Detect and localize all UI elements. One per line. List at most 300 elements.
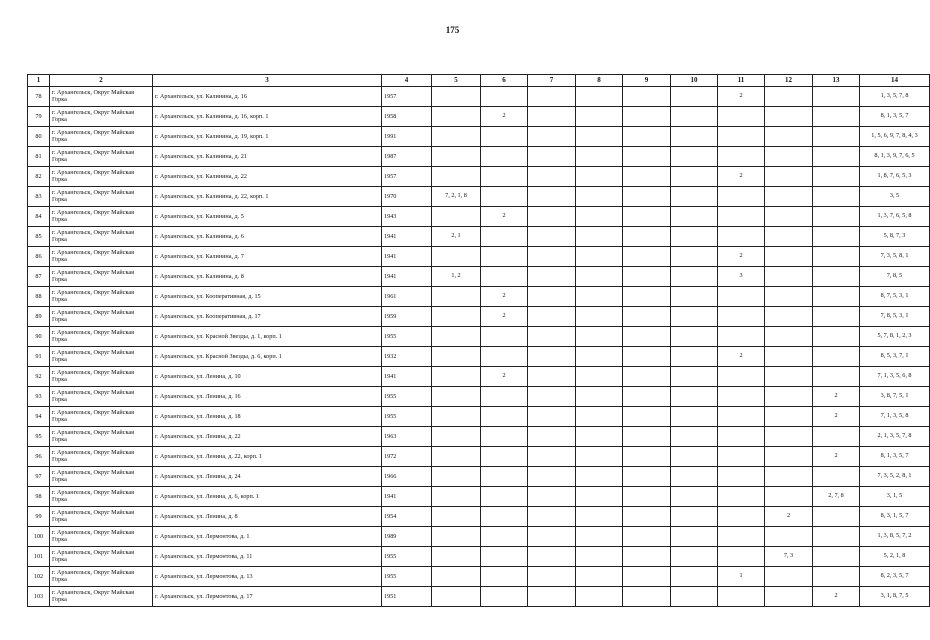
column-7-cell [528,247,576,267]
column-9-cell [623,587,671,607]
column-11-cell [718,487,765,507]
column-7-cell [528,507,576,527]
column-9-cell [623,127,671,147]
column-7-cell [528,347,576,367]
column-6-cell [481,187,528,207]
column-13-cell [813,227,860,247]
column-14-cell: 8, 5, 3, 7, 1 [860,347,930,367]
column-9-cell [623,347,671,367]
column-10-cell [671,127,718,147]
column-5-cell [432,527,481,547]
district-cell: г. Архангельск, Округ Майская Горка [50,107,153,127]
row-number-cell: 83 [28,187,50,207]
column-12-cell [765,527,813,547]
address-cell: г. Архангельск, ул. Калинина, д. 19, корп. 1 [153,127,382,147]
column-7-cell [528,227,576,247]
column-12-cell [765,147,813,167]
column-7-cell [528,167,576,187]
column-9-cell [623,327,671,347]
column-11-cell [718,187,765,207]
district-cell: г. Архангельск, Округ Майская Горка [50,447,153,467]
column-14-cell: 1, 8, 7, 6, 5, 3 [860,167,930,187]
column-13-cell [813,347,860,367]
column-header-3: 3 [153,75,382,87]
column-14-cell: 7, 8, 5, 3, 1 [860,307,930,327]
row-number-cell: 86 [28,247,50,267]
column-header-13: 13 [813,75,860,87]
district-cell: г. Архангельск, Округ Майская Горка [50,287,153,307]
district-cell: г. Архангельск, Округ Майская Горка [50,207,153,227]
address-cell: г. Архангельск, ул. Калинина, д. 7 [153,247,382,267]
column-13-cell [813,207,860,227]
table-row [28,507,930,527]
column-5-cell [432,547,481,567]
table-row [28,247,930,267]
column-14-cell: 7, 8, 5 [860,267,930,287]
column-9-cell [623,227,671,247]
district-cell: г. Архангельск, Округ Майская Горка [50,187,153,207]
row-number-cell: 99 [28,507,50,527]
column-10-cell [671,247,718,267]
column-5-cell [432,327,481,347]
column-5-cell [432,87,481,107]
column-11-cell [718,107,765,127]
column-6-cell [481,567,528,587]
column-12-cell [765,427,813,447]
district-cell: г. Архангельск, Округ Майская Горка [50,267,153,287]
column-7-cell [528,87,576,107]
column-7-cell [528,527,576,547]
column-14-cell: 5, 2, 1, 8 [860,547,930,567]
district-cell: г. Архангельск, Округ Майская Горка [50,247,153,267]
column-12-cell [765,567,813,587]
column-11-cell [718,327,765,347]
column-8-cell [576,207,623,227]
column-5-cell [432,127,481,147]
column-6-cell [481,447,528,467]
column-13-cell [813,427,860,447]
column-9-cell [623,507,671,527]
column-11-cell [718,287,765,307]
column-12-cell [765,227,813,247]
column-13-cell [813,267,860,287]
column-9-cell [623,567,671,587]
column-9-cell [623,247,671,267]
column-9-cell [623,87,671,107]
column-header-4: 4 [382,75,432,87]
column-14-cell: 8, 7, 5, 3, 1 [860,287,930,307]
row-number-cell: 84 [28,207,50,227]
column-12-cell [765,407,813,427]
column-12-cell [765,107,813,127]
column-7-cell [528,107,576,127]
column-13-cell [813,147,860,167]
year-cell: 1941 [382,367,432,387]
column-9-cell [623,467,671,487]
table-row [28,427,930,447]
column-13-cell [813,507,860,527]
address-cell: г. Архангельск, ул. Лермонтова, д. 11 [153,547,382,567]
column-7-cell [528,307,576,327]
address-cell: г. Архангельск, ул. Ленина, д. 8 [153,507,382,527]
column-5-cell: 7, 2, 1, 8 [432,187,481,207]
column-5-cell [432,107,481,127]
row-number-cell: 89 [28,307,50,327]
table-row [28,387,930,407]
column-12-cell [765,487,813,507]
column-10-cell [671,507,718,527]
column-8-cell [576,507,623,527]
year-cell: 1955 [382,547,432,567]
column-header-2: 2 [50,75,153,87]
column-8-cell [576,87,623,107]
column-13-cell: 2, 7, 8 [813,487,860,507]
row-number-cell: 87 [28,267,50,287]
district-cell: г. Архангельск, Округ Майская Горка [50,307,153,327]
year-cell: 1941 [382,227,432,247]
table-row [28,187,930,207]
column-14-cell: 8, 3, 1, 5, 7 [860,507,930,527]
column-11-cell [718,127,765,147]
column-12-cell [765,87,813,107]
year-cell: 1955 [382,407,432,427]
column-11-cell [718,207,765,227]
column-11-cell [718,307,765,327]
column-5-cell [432,167,481,187]
row-number-cell: 78 [28,87,50,107]
column-11-cell [718,387,765,407]
address-cell: г. Архангельск, ул. Ленина, д. 18 [153,407,382,427]
column-14-cell: 8, 1, 3, 5, 7 [860,447,930,467]
table-row [28,267,930,287]
column-8-cell [576,167,623,187]
column-14-cell: 2, 1, 3, 5, 7, 8 [860,427,930,447]
column-6-cell [481,527,528,547]
column-12-cell [765,387,813,407]
column-10-cell [671,107,718,127]
table-row [28,207,930,227]
district-cell: г. Архангельск, Округ Майская Горка [50,547,153,567]
address-cell: г. Архангельск, ул. Красной Звезды, д. 6, корп. 1 [153,347,382,367]
column-7-cell [528,407,576,427]
row-number-cell: 96 [28,447,50,467]
column-10-cell [671,547,718,567]
column-14-cell: 8, 1, 3, 5, 7 [860,107,930,127]
register-table [27,74,930,607]
column-12-cell: 7, 3 [765,547,813,567]
column-5-cell: 1, 2 [432,267,481,287]
column-12-cell [765,287,813,307]
column-14-cell: 1, 3, 7, 6, 5, 8 [860,207,930,227]
column-11-cell: 2 [718,247,765,267]
district-cell: г. Архангельск, Округ Майская Горка [50,87,153,107]
column-header-8: 8 [576,75,623,87]
column-13-cell [813,327,860,347]
column-12-cell [765,127,813,147]
column-14-cell: 1, 5, 6, 9, 7, 8, 4, 3 [860,127,930,147]
column-7-cell [528,387,576,407]
year-cell: 1941 [382,247,432,267]
year-cell: 1961 [382,287,432,307]
column-header-10: 10 [671,75,718,87]
address-cell: г. Архангельск, ул. Красной Звезды, д. 1, корп. 1 [153,327,382,347]
table-row [28,167,930,187]
row-number-cell: 82 [28,167,50,187]
column-10-cell [671,287,718,307]
row-number-cell: 91 [28,347,50,367]
column-8-cell [576,327,623,347]
column-11-cell [718,367,765,387]
table-body [28,87,930,607]
row-number-cell: 88 [28,287,50,307]
column-12-cell: 2 [765,507,813,527]
column-6-cell: 2 [481,287,528,307]
table-row [28,407,930,427]
column-11-cell [718,147,765,167]
header-row [28,75,930,87]
column-9-cell [623,187,671,207]
column-12-cell [765,307,813,327]
column-6-cell [481,347,528,367]
column-11-cell [718,427,765,447]
column-13-cell [813,547,860,567]
column-14-cell: 1, 3, 8, 5, 7, 2 [860,527,930,547]
column-9-cell [623,287,671,307]
column-7-cell [528,207,576,227]
column-header-1: 1 [28,75,50,87]
row-number-cell: 90 [28,327,50,347]
address-cell: г. Архангельск, ул. Ленина, д. 22, корп. 1 [153,447,382,467]
column-6-cell [481,327,528,347]
column-8-cell [576,567,623,587]
row-number-cell: 80 [28,127,50,147]
column-6-cell [481,387,528,407]
year-cell: 1989 [382,527,432,547]
column-11-cell: 2 [718,87,765,107]
column-9-cell [623,427,671,447]
column-10-cell [671,147,718,167]
column-12-cell [765,167,813,187]
row-number-cell: 79 [28,107,50,127]
column-10-cell [671,167,718,187]
row-number-cell: 101 [28,547,50,567]
column-13-cell [813,127,860,147]
column-8-cell [576,227,623,247]
address-cell: г. Архангельск, ул. Калинина, д. 16, корп. 1 [153,107,382,127]
column-10-cell [671,447,718,467]
address-cell: г. Архангельск, ул. Лермонтова, д. 13 [153,567,382,587]
column-9-cell [623,207,671,227]
year-cell: 1941 [382,267,432,287]
column-6-cell [481,87,528,107]
column-13-cell [813,467,860,487]
column-9-cell [623,547,671,567]
column-10-cell [671,327,718,347]
address-cell: г. Архангельск, ул. Калинина, д. 16 [153,87,382,107]
column-6-cell: 2 [481,307,528,327]
year-cell: 1987 [382,147,432,167]
column-8-cell [576,267,623,287]
table-row [28,567,930,587]
column-5-cell [432,427,481,447]
year-cell: 1943 [382,207,432,227]
column-5-cell [432,367,481,387]
year-cell: 1991 [382,127,432,147]
district-cell: г. Архангельск, Округ Майская Горка [50,427,153,447]
column-header-5: 5 [432,75,481,87]
column-5-cell [432,447,481,467]
table-row [28,447,930,467]
address-cell: г. Архангельск, ул. Кооперативная, д. 17 [153,307,382,327]
district-cell: г. Архангельск, Округ Майская Горка [50,407,153,427]
column-11-cell [718,547,765,567]
year-cell: 1951 [382,587,432,607]
column-7-cell [528,427,576,447]
column-6-cell [481,407,528,427]
address-cell: г. Архангельск, ул. Ленина, д. 6, корп. 1 [153,487,382,507]
table-row [28,307,930,327]
table-row [28,327,930,347]
column-6-cell [481,227,528,247]
column-6-cell: 2 [481,367,528,387]
table-row [28,347,930,367]
column-8-cell [576,287,623,307]
column-14-cell: 3, 5 [860,187,930,207]
table-row [28,487,930,507]
column-13-cell: 2 [813,387,860,407]
column-14-cell: 8, 2, 3, 5, 7 [860,567,930,587]
table-row [28,527,930,547]
column-5-cell [432,347,481,367]
table-row [28,547,930,567]
column-7-cell [528,567,576,587]
district-cell: г. Архангельск, Округ Майская Горка [50,327,153,347]
year-cell: 1954 [382,507,432,527]
row-number-cell: 81 [28,147,50,167]
column-10-cell [671,427,718,447]
column-10-cell [671,227,718,247]
column-8-cell [576,347,623,367]
column-12-cell [765,247,813,267]
year-cell: 1958 [382,107,432,127]
page-number: 175 [445,25,460,35]
column-14-cell: 5, 7, 8, 1, 2, 3 [860,327,930,347]
column-11-cell [718,407,765,427]
column-10-cell [671,467,718,487]
column-11-cell: 2 [718,347,765,367]
column-10-cell [671,267,718,287]
column-8-cell [576,547,623,567]
column-7-cell [528,547,576,567]
year-cell: 1959 [382,307,432,327]
column-9-cell [623,407,671,427]
year-cell: 1972 [382,447,432,467]
year-cell: 1970 [382,187,432,207]
row-number-cell: 94 [28,407,50,427]
column-12-cell [765,207,813,227]
column-14-cell: 3, 8, 7, 5, 1 [860,387,930,407]
column-14-cell: 7, 3, 5, 8, 1 [860,247,930,267]
column-14-cell: 7, 1, 3, 5, 6, 8 [860,367,930,387]
column-13-cell [813,247,860,267]
column-9-cell [623,167,671,187]
address-cell: г. Архангельск, ул. Калинина, д. 22, корп. 1 [153,187,382,207]
column-8-cell [576,387,623,407]
column-14-cell: 7, 3, 5, 2, 8, 1 [860,467,930,487]
year-cell: 1966 [382,467,432,487]
column-9-cell [623,487,671,507]
column-13-cell [813,307,860,327]
column-10-cell [671,87,718,107]
column-6-cell [481,147,528,167]
column-7-cell [528,267,576,287]
column-8-cell [576,587,623,607]
column-11-cell: 2 [718,167,765,187]
table-row [28,87,930,107]
column-9-cell [623,527,671,547]
column-9-cell [623,307,671,327]
address-cell: г. Архангельск, ул. Кооперативная, д. 15 [153,287,382,307]
column-14-cell: 1, 3, 5, 7, 8 [860,87,930,107]
column-7-cell [528,447,576,467]
row-number-cell: 100 [28,527,50,547]
column-7-cell [528,187,576,207]
column-6-cell [481,487,528,507]
table-row [28,227,930,247]
column-6-cell [481,467,528,487]
column-13-cell: 2 [813,447,860,467]
column-13-cell [813,367,860,387]
table-row [28,587,930,607]
column-5-cell: 2, 1 [432,227,481,247]
column-8-cell [576,467,623,487]
year-cell: 1955 [382,327,432,347]
column-8-cell [576,367,623,387]
column-8-cell [576,527,623,547]
column-13-cell [813,287,860,307]
column-9-cell [623,267,671,287]
column-11-cell [718,507,765,527]
column-6-cell [481,427,528,447]
year-cell: 1955 [382,387,432,407]
table-row [28,367,930,387]
address-cell: г. Архангельск, ул. Лермонтова, д. 1 [153,527,382,547]
column-12-cell [765,367,813,387]
column-13-cell: 2 [813,587,860,607]
column-5-cell [432,407,481,427]
column-14-cell: 7, 1, 3, 5, 8 [860,407,930,427]
column-10-cell [671,487,718,507]
column-5-cell [432,507,481,527]
column-6-cell: 2 [481,107,528,127]
row-number-cell: 98 [28,487,50,507]
column-11-cell [718,467,765,487]
column-7-cell [528,127,576,147]
column-8-cell [576,147,623,167]
column-6-cell [481,507,528,527]
column-6-cell [481,247,528,267]
column-9-cell [623,147,671,167]
column-13-cell [813,187,860,207]
column-12-cell [765,187,813,207]
address-cell: г. Архангельск, ул. Ленина, д. 24 [153,467,382,487]
address-cell: г. Архангельск, ул. Ленина, д. 16 [153,387,382,407]
address-cell: г. Архангельск, ул. Ленина, д. 22 [153,427,382,447]
column-11-cell [718,227,765,247]
column-5-cell [432,307,481,327]
column-8-cell [576,447,623,467]
table-row [28,127,930,147]
